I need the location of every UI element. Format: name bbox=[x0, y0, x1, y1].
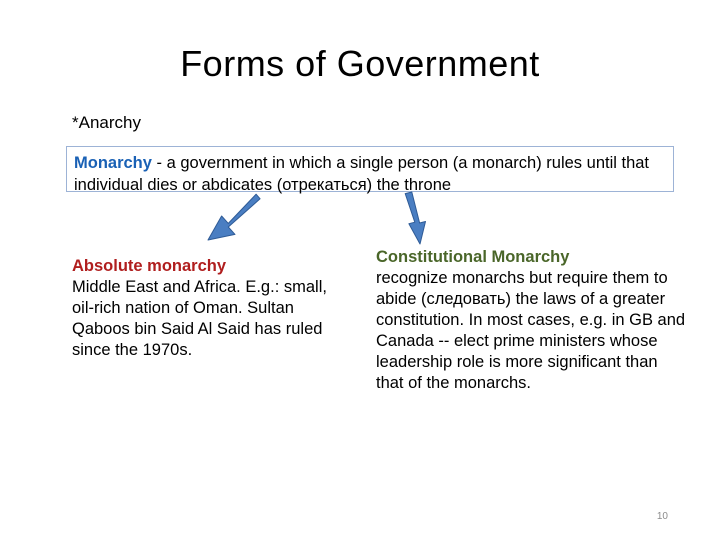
constitutional-monarchy-heading: Constitutional Monarchy bbox=[376, 248, 570, 266]
arrow-right-icon bbox=[405, 192, 425, 244]
monarchy-definition-text: - a government in which a single person (a monarch) rules until that individual dies or abdicates (отрекаться) the throne bbox=[74, 154, 650, 194]
absolute-monarchy-heading: Absolute monarchy bbox=[72, 257, 227, 275]
absolute-monarchy-text: Middle East and Africa. E.g.: small, oil-rich nation of Oman. Sultan Qaboos bin Said Al Said has ruled since the 1970s. bbox=[72, 278, 327, 359]
anarchy-label: *Anarchy bbox=[72, 113, 141, 132]
monarchy-term: Monarchy bbox=[74, 154, 152, 172]
absolute-monarchy-section bbox=[72, 256, 352, 361]
page-number: 10 bbox=[656, 511, 668, 522]
arrow-left-icon bbox=[208, 194, 260, 240]
constitutional-monarchy-section bbox=[376, 247, 686, 394]
constitutional-monarchy-text: recognize monarchs but require them to abide (следовать) the laws of a greater constitution. In most cases, e.g. in GB and Canada -- elect prime ministers whose leadership role is more significant than that of the monarchs. bbox=[376, 269, 686, 392]
slide-title: Forms of Government bbox=[180, 43, 540, 84]
